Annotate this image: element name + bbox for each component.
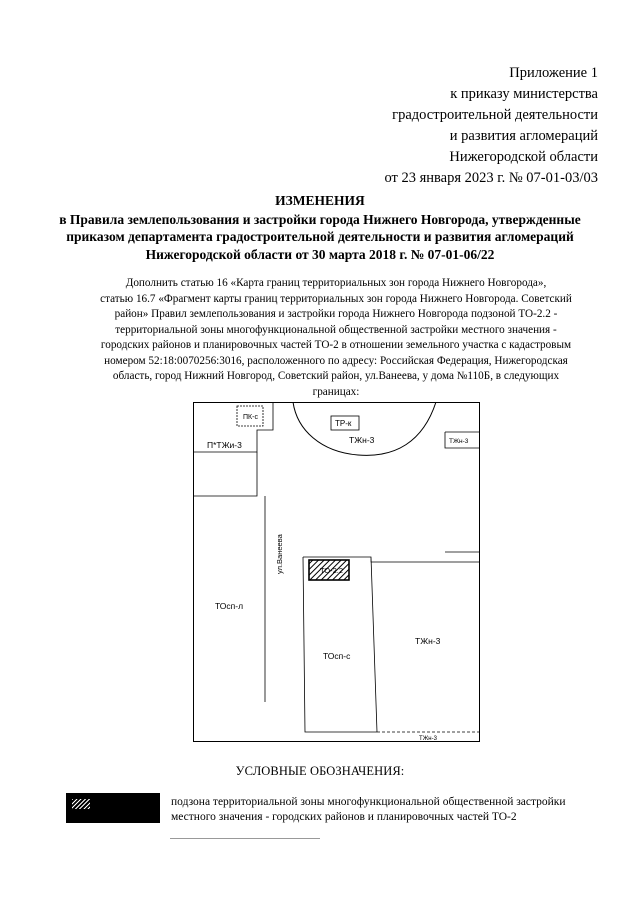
label-tosp-l: ТОсп-л (215, 601, 244, 611)
body-line: Дополнить статью 16 «Карта границ территориальных зон города Нижнего Новгорода», (125, 277, 547, 289)
label-tzhn-right: ТЖн-3 (415, 636, 441, 646)
body-line: район» Правил землепользования и застройки города Нижнего Новгорода подзоной ТО-2.2 - (114, 308, 558, 320)
title-line: приказом департамента градостроительной деятельности и развития агломераций (66, 229, 574, 244)
legend-text (171, 795, 566, 825)
body-paragraph (96, 276, 576, 400)
document-title (40, 192, 600, 263)
body-line: номером 52:18:0070256:3016, расположенного по адресу: Российская Федерация, Нижегородская (104, 354, 568, 367)
appendix-line: градостроительной деятельности (392, 107, 598, 123)
footer-line (170, 838, 320, 839)
zone-map (193, 402, 480, 742)
legend-title: УСЛОВНЫЕ ОБОЗНАЧЕНИЯ: (235, 764, 405, 778)
legend-line: местного значения - городских районов и планировочных частей ТО-2 (171, 811, 517, 823)
appendix-line: к приказу министерства (450, 86, 598, 102)
label-street: ул.Ванеева (275, 534, 284, 574)
appendix-line: и развития агломераций (449, 128, 598, 144)
body-line: границах: (312, 385, 360, 398)
hatch-symbol (72, 799, 90, 809)
label-tzhn-bottom: ТЖн-3 (419, 736, 437, 742)
title-line: в Правила землепользования и застройки города Нижнего Новгорода, утвержденные (59, 211, 581, 227)
label-tzhn-corner: ТЖн-3 (449, 438, 469, 445)
appendix-line: от 23 января 2023 г. № 07-01-03/03 (384, 170, 598, 186)
label-tzhi: П*ТЖи-3 (207, 440, 242, 450)
legend-swatch (66, 793, 160, 823)
title-line: Нижегородской области от 30 марта 2018 г. № 07-01-06/22 (145, 246, 495, 262)
legend-line: подзона территориальной зоны многофункциональной общественной застройки (171, 796, 566, 808)
appendix-block (384, 63, 598, 189)
label-pk: ПК-с (243, 414, 258, 421)
body-line: территориальной зоны многофункциональной общественной застройки местного значения - (115, 323, 557, 336)
label-to-2-2: ТО-2.2 (320, 566, 344, 575)
label-tzhn-top: ТЖн-3 (349, 435, 375, 445)
appendix-line: Приложение 1 (509, 65, 598, 81)
label-tr: ТР-к (335, 419, 352, 428)
label-tosp-s: ТОсп-с (323, 651, 351, 661)
body-line: статью 16.7 «Фрагмент карты границ территориальных зон города Нижнего Новгорода. Советский (100, 292, 572, 305)
body-line: область, город Нижний Новгород, Советский район, ул.Ванеева, у дома №110Б, в следующих (112, 370, 560, 382)
appendix-line: Нижегородской области (449, 149, 598, 165)
title-heading: ИЗМЕНЕНИЯ (275, 193, 365, 208)
body-line: городских районов и планировочных частей ТО-2 в отношении земельного участка с кадастровым (100, 339, 572, 351)
